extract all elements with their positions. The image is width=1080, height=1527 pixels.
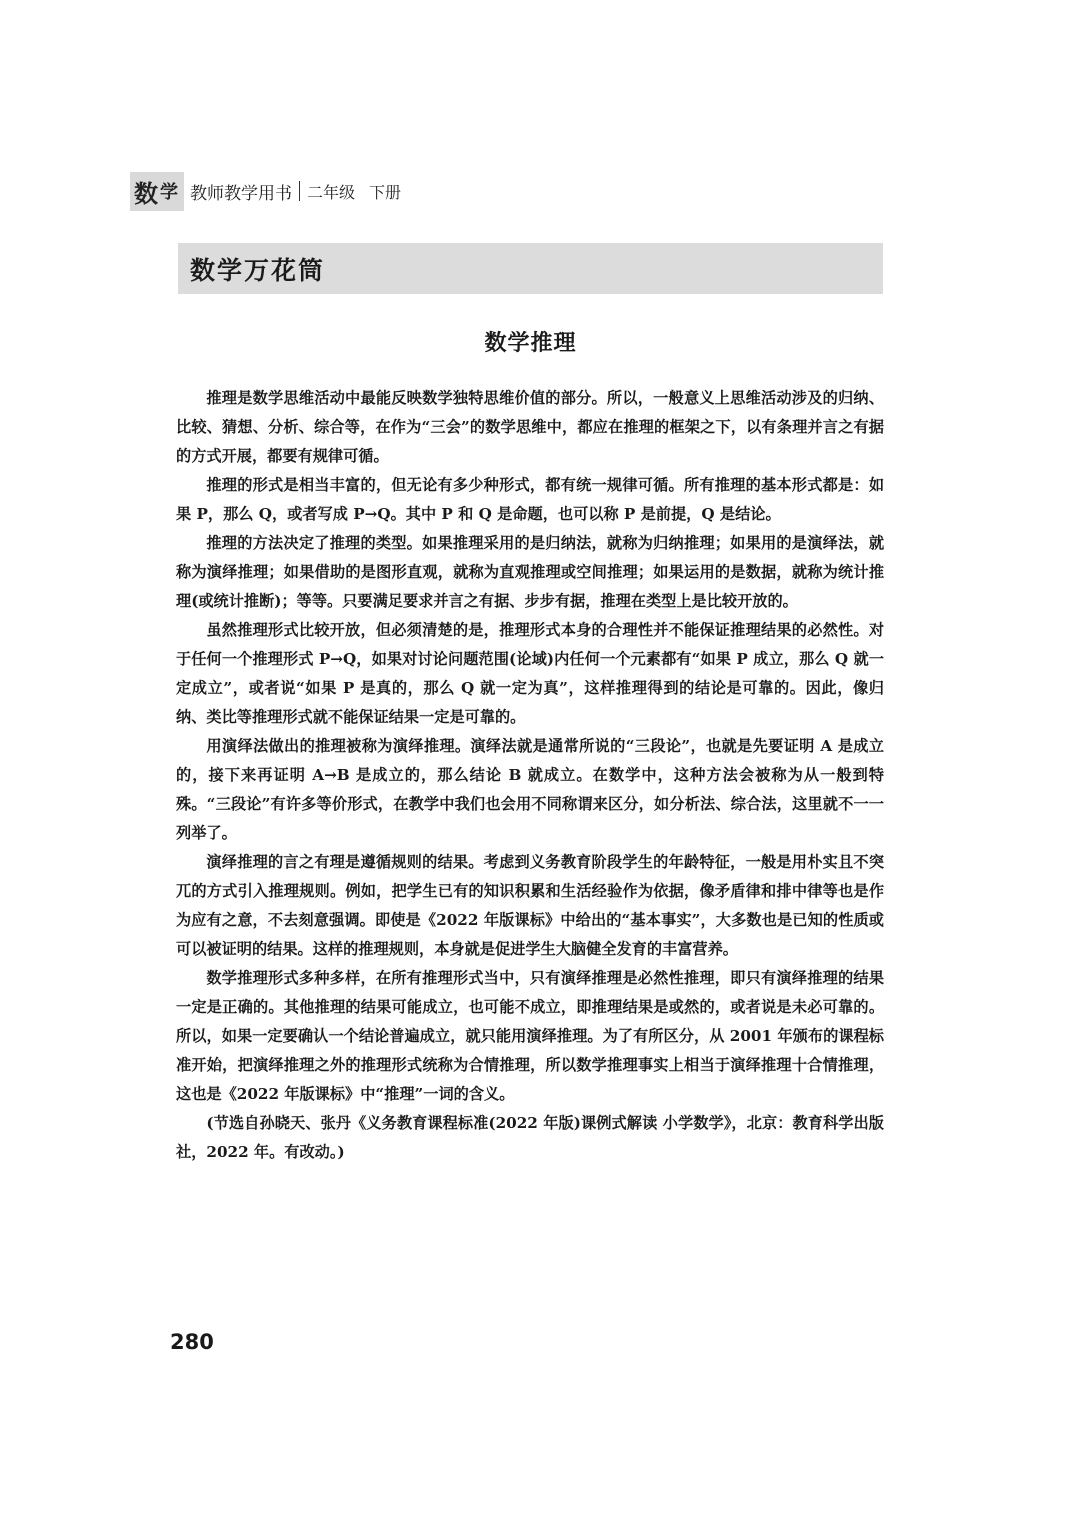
article-title: 数学推理	[484, 331, 577, 356]
running-header	[130, 176, 401, 206]
section-banner	[178, 243, 883, 294]
paragraph: 虽然推理形式比较开放，但必须清楚的是，推理形式本身的合理性并不能保证推理结果的必然性。对于任何一个推理形式 P→Q，如果对讨论问题范围(论域)内任何一个元素都有“如果 P 成立，那么 Q 就一定成立”，或者说“如果 P 是真的，那么 Q 就一定为真”，这样推理得到的结论是可靠的。因此，像归纳、类比等推理形式就不能保证结果一定是可靠的。	[176, 621, 884, 726]
paragraph: 推理是数学思维活动中最能反映数学独特思维价值的部分。所以，一般意义上思维活动涉及的归纳、比较、猜想、分析、综合等，在作为“三会”的数学思维中，都应在推理的框架之下，以有条理并言之有据的方式开展，都要有规律可循。	[176, 389, 884, 465]
section-title: 数学万花筒	[190, 255, 326, 285]
paragraph: 推理的方法决定了推理的类型。如果推理采用的是归纳法，就称为归纳推理；如果用的是演绎法，就称为演绎推理；如果借助的是图形直观，就称为直观推理或空间推理；如果运用的是数据，就称为统计推理(或统计推断)；等等。只要满足要求并言之有据、步步有据，推理在类型上是比较开放的。	[176, 534, 884, 610]
paragraph: 数学推理形式多种多样，在所有推理形式当中，只有演绎推理是必然性推理，即只有演绎推理的结果一定是正确的。其他推理的结果可能成立，也可能不成立，即推理结果是或然的，或者说是未必可靠的。所以，如果一定要确认一个结论普遍成立，就只能用演绎推理。为了有所区分，从 2001 年颁布的课程标准开始，把演绎推理之外的推理形式统称为合情推理，所以数学推理事实上相当于演绎推理十合情推理，这也是《2022 年版课标》中“推理”一词的含义。	[176, 969, 884, 1103]
source-citation: (节选自孙晓天、张丹《义务教育课程标准(2022 年版)课例式解读 小学数学》，北京：教育科学出版社，2022 年。有改动。)	[176, 1114, 884, 1161]
page-number: 280	[170, 1330, 214, 1354]
header-divider	[299, 181, 300, 201]
article-body	[176, 384, 884, 1167]
book-title: 教师教学用书	[190, 183, 292, 204]
grade-label: 二年级	[307, 182, 356, 202]
paragraph: 推理的形式是相当丰富的，但无论有多少种形式，都有统一规律可循。所有推理的基本形式都是：如果 P，那么 Q，或者写成 P→Q。其中 P 和 Q 是命题，也可以称 P 是前提，Q 是结论。	[176, 476, 884, 523]
subject-char-1: 数	[134, 179, 158, 208]
volume-label: 下册	[369, 182, 402, 202]
paragraph: 演绎推理的言之有理是遵循规则的结果。考虑到义务教育阶段学生的年龄特征，一般是用朴实且不突兀的方式引入推理规则。例如，把学生已有的知识积累和生活经验作为依据，像矛盾律和排中律等也是作为应有之意，不去刻意强调。即使是《2022 年版课标》中给出的“基本事实”，大多数也是已知的性质或可以被证明的结果。这样的推理规则，本身就是促进学生大脑健全发育的丰富营养。	[176, 853, 884, 958]
paragraph: 用演绎法做出的推理被称为演绎推理。演绎法就是通常所说的“三段论”，也就是先要证明 A 是成立的，接下来再证明 A→B 是成立的，那么结论 B 就成立。在数学中，这种方法会被称为从一般到特殊。“三段论”有许多等价形式，在教学中我们也会用不同称谓来区分，如分析法、综合法，这里就不一一列举了。	[176, 737, 884, 842]
subject-char-2: 学	[160, 182, 178, 203]
subject-badge	[130, 172, 184, 211]
